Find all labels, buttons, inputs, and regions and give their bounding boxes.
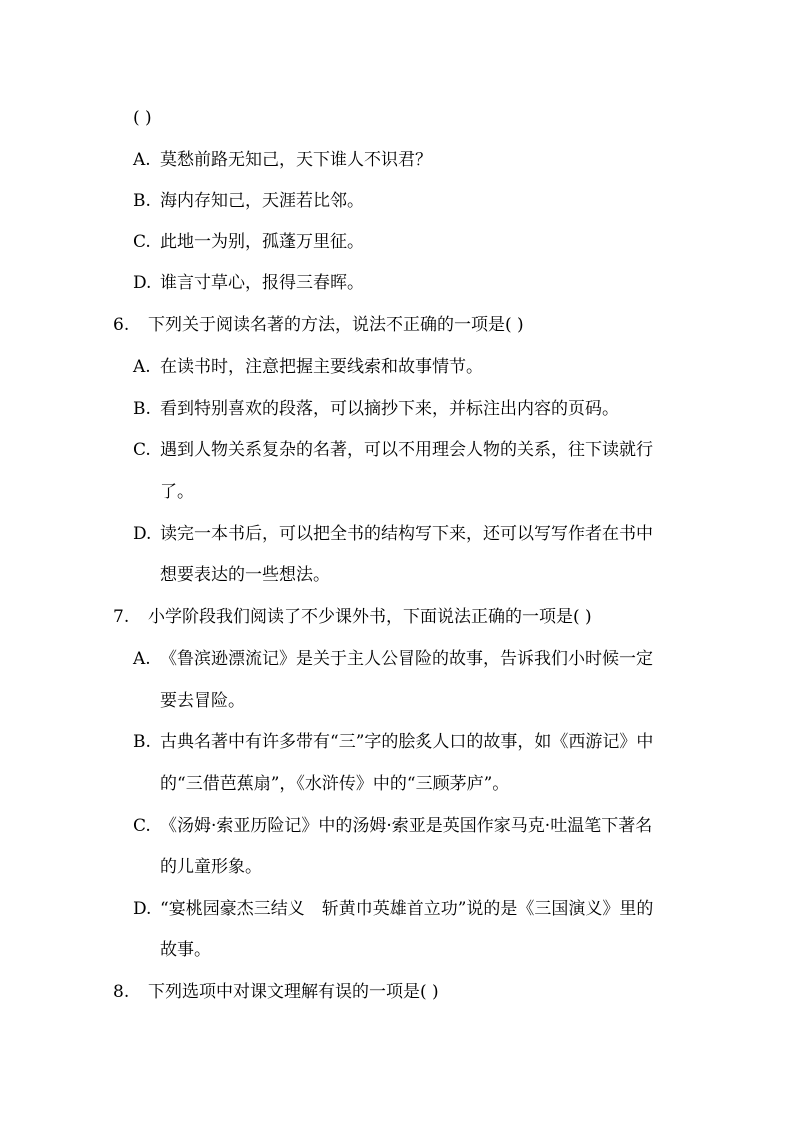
option-text: 遇到人物关系复杂的名著，可以不用理会人物的关系，往下读就行: [160, 440, 653, 460]
option-text: 在读书时，注意把握主要线索和故事情节。: [160, 357, 483, 377]
option-letter: C.: [133, 232, 151, 252]
option-text: 《汤姆·索亚历险记》中的汤姆·索亚是英国作家马克·吐温笔下著名: [160, 816, 653, 836]
option-letter: C.: [133, 440, 151, 460]
option-letter: B.: [133, 399, 151, 419]
option-text: 古典名著中有许多带有“三”字的脍炙人口的故事，如《西游记》中: [160, 732, 654, 752]
option-letter: D.: [133, 524, 152, 544]
option-letter: B.: [133, 732, 151, 752]
option-text: 莫愁前路无知己，天下谁人不识君？: [160, 150, 432, 170]
option-letter: D.: [133, 273, 152, 293]
option-letter: A.: [133, 649, 151, 669]
q5-answer-blank: ( ): [133, 108, 152, 128]
question-stem: 下列选项中对课文理解有误的一项是( ): [148, 982, 439, 1002]
option-letter: A.: [133, 357, 151, 377]
option-text: “宴桃园豪杰三结义 斩黄巾英雄首立功”说的是《三国演义》里的: [160, 899, 654, 919]
option-text: 此地一为别，孤蓬万里征。: [160, 232, 364, 252]
question-stem: 小学阶段我们阅读了不少课外书，下面说法正确的一项是( ): [148, 607, 592, 627]
option-text-continued: 的儿童形象。: [160, 857, 262, 877]
option-text: 看到特别喜欢的段落，可以摘抄下来，并标注出内容的页码。: [160, 399, 619, 419]
question-number: 6.: [113, 315, 130, 335]
option-letter: C.: [133, 816, 151, 836]
option-text: 谁言寸草心，报得三春晖。: [160, 273, 364, 293]
option-text-continued: 了。: [160, 482, 194, 502]
question-number: 8.: [113, 982, 130, 1002]
option-text-continued: 想要表达的一些想法。: [160, 565, 330, 585]
option-text-continued: 要去冒险。: [160, 691, 245, 711]
option-text-continued: 故事。: [160, 940, 211, 960]
option-text: 《鲁滨逊漂流记》是关于主人公冒险的故事，告诉我们小时候一定: [160, 649, 653, 669]
option-text: 海内存知己，天涯若比邻。: [160, 191, 364, 211]
option-text-continued: 的“三借芭蕉扇”，《水浒传》中的“三顾茅庐”。: [160, 774, 510, 794]
option-letter: A.: [133, 150, 151, 170]
option-letter: D.: [133, 899, 152, 919]
question-stem: 下列关于阅读名著的方法，说法不正确的一项是( ): [148, 315, 524, 335]
option-text: 读完一本书后，可以把全书的结构写下来，还可以写写作者在书中: [160, 524, 653, 544]
option-letter: B.: [133, 191, 151, 211]
question-number: 7.: [113, 607, 130, 627]
